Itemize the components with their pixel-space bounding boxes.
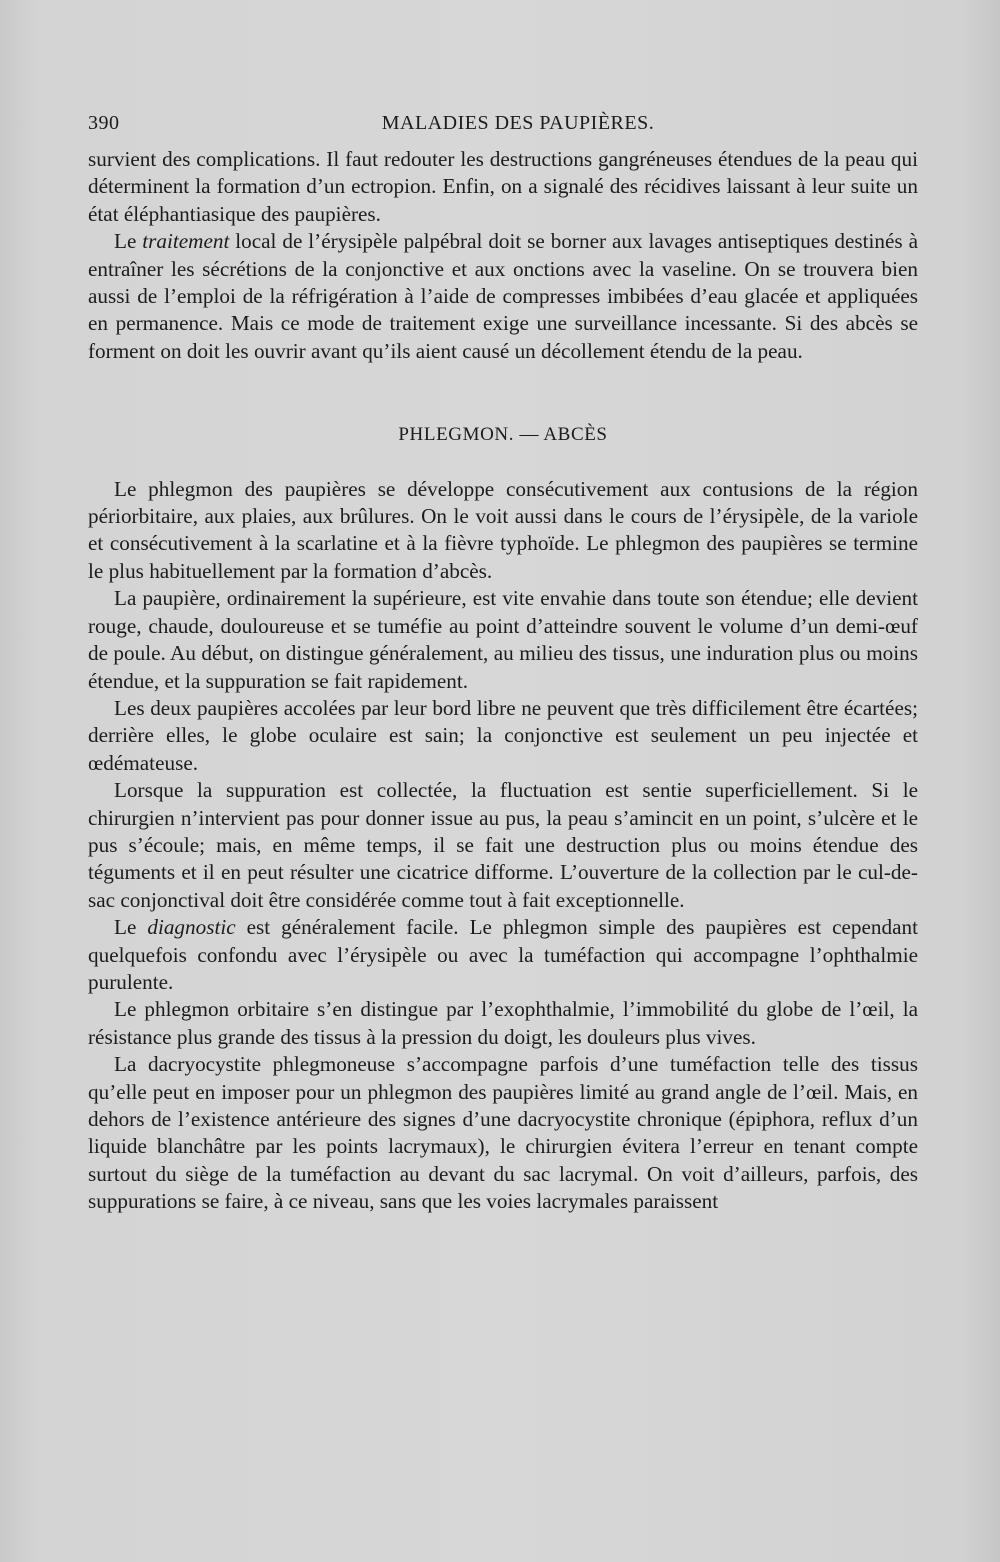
paragraph: Le phlegmon orbitaire s’en distingue par l’exophthalmie, l’immobilité du globe de l’œil, la résistance plus grande des tissus à la pression du doigt, les douleurs plus vives. [88,997,918,1049]
paragraph [88,228,918,365]
text-run: local de l’érysipèle palpébral doit se borner aux lavages antiseptiques destinés à entraîner les sécrétions de la conjonctive et aux onctions avec la vaseline. On se trouvera bien aussi de l’emploi de la réfrigération à l’aide de compresses imbibées d’eau glacée et appliquées en permanence. Mais ce mode de traitement exige une surveillance incessante. Si des abcès se forment on doit les ouvrir avant qu’ils aient causé un décollement étendu de la peau. [88,229,918,363]
running-title: MALADIES DES PAUPIÈRES. [381,112,655,134]
text-run: est généralement facile. Le phlegmon simple des paupières est cependant quelquefois confondu avec l’érysipèle ou avec la tuméfaction qui accompagne l’ophthalmie purulente. [88,915,918,994]
page-number: 390 [88,112,120,134]
paragraph [88,914,918,996]
paragraph: Le phlegmon des paupières se développe consécutivement aux contusions de la région périorbitaire, aux plaies, aux brûlures. On le voit aussi dans le cours de l’érysipèle, de la variole et consécutivement à la scarlatine et à la fièvre typhoïde. Le phlegmon des paupières se termine le plus habituellement par la formation d’abcès. [88,476,918,583]
italic-term: traitement [142,229,230,254]
paragraph: Lorsque la suppuration est collectée, la fluctuation est sentie superficiellement. Si le chirurgien n’intervient pas pour donner issue au pus, la peau s’amincit en un point, s’ulcère et le pus s’écoule; mais, en même temps, il se fait une destruction plus ou moins étendue des téguments et il en peut résulter une cicatrice difforme. L’ouverture de la collection par le cul-de-sac conjonctival doit être considérée comme tout à fait exceptionnelle. [88,778,918,912]
page-header [88,112,918,142]
section-title: PHLEGMON. — ABCÈS [398,424,608,446]
body-text [88,146,918,1216]
paragraph: survient des complications. Il faut redouter les destructions gangréneuses étendues de la peau qui déterminent la formation d’un ectropion. Enfin, on a signalé des récidives laissant à leur suite un état éléphantiasique des paupières. [88,147,918,226]
paragraph: Les deux paupières accolées par leur bord libre ne peuvent que très difficilement être écartées; derrière elles, le globe oculaire est sain; la conjonctive est seulement un peu injectée et œdémateuse. [88,695,918,775]
text-run: Le [114,229,143,254]
paragraph: La paupière, ordinairement la supérieure, est vite envahie dans toute son étendue; elle devient rouge, chaude, douloureuse et se tuméfie au point d’atteindre souvent le volume d’un demi-œuf de poule. Au début, on distingue généralement, au milieu des tissus, une induration plus ou moins étendue, et la suppuration se fait rapidement. [88,586,918,693]
italic-term: diagnostic [147,915,236,940]
paragraph: La dacryocystite phlegmoneuse s’accompagne parfois d’une tuméfaction telle des tissus qu’elle peut en imposer pour un phlegmon des paupières limité au grand angle de l’œil. Mais, en dehors de l’existence antérieure des signes d’une dacryocystite chronique (épiphora, reflux d’un liquide blanchâtre par les points lacrymaux), le chirurgien évitera l’erreur en tenant compte surtout du siège de la tuméfaction au devant du sac lacrymal. On voit d’ailleurs, parfois, des suppurations se faire, à ce niveau, sans que les voies lacrymales paraissent [88,1052,918,1214]
text-run: Le [114,915,148,940]
